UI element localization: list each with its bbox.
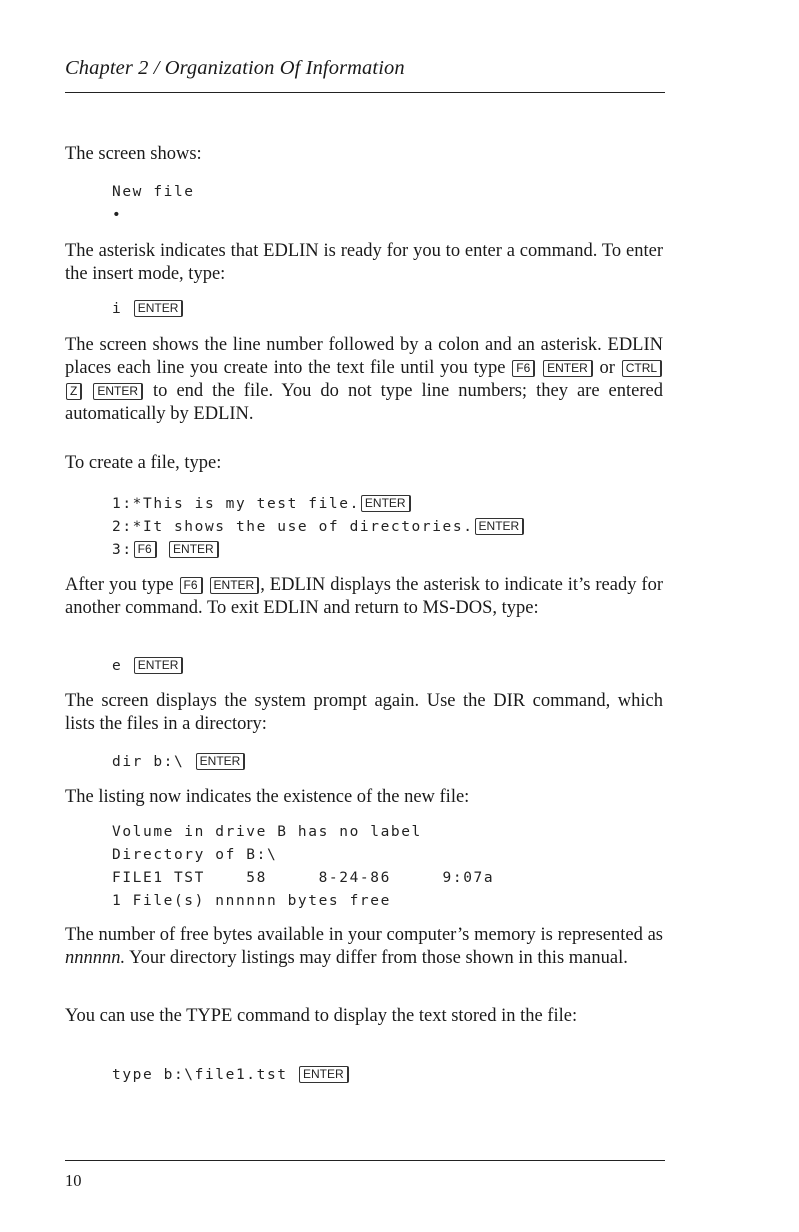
paragraph-free-bytes: [65, 924, 663, 970]
header-rule: [65, 92, 665, 93]
enter-key: ENTER: [361, 495, 411, 512]
z-key: Z: [66, 383, 82, 400]
enter-key: ENTER: [543, 360, 593, 377]
code-edlin-session: [112, 493, 525, 562]
enter-key: ENTER: [210, 577, 260, 594]
code-directory-listing: [112, 821, 494, 913]
page-number: 10: [65, 1171, 82, 1190]
enter-key: ENTER: [93, 383, 143, 400]
ctrl-key: CTRL: [622, 360, 662, 377]
paragraph-listing: The listing now indicates the existence of the new file:: [65, 787, 470, 807]
text-run: , EDLIN displays the asterisk to indicate it’s ready for another command. To exit EDLIN and return to MS-DOS, type:: [65, 575, 663, 618]
paragraph-screen-shows: The screen shows:: [65, 144, 202, 164]
code-command: i: [112, 301, 123, 317]
text-run: or: [599, 358, 615, 378]
code-dir: [112, 751, 246, 774]
enter-key: ENTER: [475, 518, 525, 535]
listing-line: Directory of B:\: [112, 847, 278, 863]
enter-key: ENTER: [196, 753, 246, 770]
listing-line: 1 File(s) nnnnnn bytes free: [112, 893, 391, 909]
text-run: After you type: [65, 575, 174, 595]
paragraph-asterisk: The asterisk indicates that EDLIN is ready for you to enter a command. To enter the insert mode, type:: [65, 241, 663, 284]
code-command: type b:\file1.tst: [112, 1067, 288, 1083]
paragraph-type-command: You can use the TYPE command to display the text stored in the file:: [65, 1006, 578, 1026]
enter-key: ENTER: [169, 541, 219, 558]
f6-key: F6: [512, 360, 535, 377]
paragraph-create-file: To create a file, type:: [65, 453, 222, 473]
text-run: Your directory listings may differ from those shown in this manual.: [129, 948, 628, 968]
listing-line: FILE1 TST 58 8-24-86 9:07a: [112, 870, 495, 886]
text-run: to end the file. You do not type line numbers; they are entered automatically by EDLIN.: [65, 381, 663, 424]
code-command: e: [112, 658, 123, 674]
text-run: The screen shows the line number followed by a colon and an asterisk. EDLIN places each line you create into the text file until you type: [65, 335, 663, 378]
code-type: [112, 1064, 350, 1087]
paragraph-line-number: [65, 334, 663, 426]
paragraph-after-f6: [65, 574, 663, 620]
listing-line: Volume in drive B has no label: [112, 824, 422, 840]
code-exit: [112, 655, 184, 678]
f6-key: F6: [134, 541, 157, 558]
asterisk-prompt: •: [112, 207, 123, 223]
paragraph-system-prompt: The screen displays the system prompt again. Use the DIR command, which lists the files in a directory:: [65, 691, 663, 734]
enter-key: ENTER: [134, 657, 184, 674]
chapter-header: Chapter 2 / Organization Of Information: [65, 57, 405, 79]
f6-key: F6: [180, 577, 203, 594]
code-line: New file: [112, 184, 195, 200]
code-insert: [112, 298, 184, 321]
footer-rule: [65, 1160, 665, 1161]
emphasis-text: nnnnnn.: [65, 948, 126, 968]
enter-key: ENTER: [134, 300, 184, 317]
code-command: dir b:\: [112, 754, 185, 770]
code-new-file: [112, 181, 195, 227]
code-line: 1:*This is my test file.: [112, 496, 360, 512]
text-run: The number of free bytes available in your computer’s memory is represented as: [65, 925, 663, 945]
code-line: 3:: [112, 542, 133, 558]
enter-key: ENTER: [299, 1066, 349, 1083]
code-line: 2:*It shows the use of directories.: [112, 519, 474, 535]
